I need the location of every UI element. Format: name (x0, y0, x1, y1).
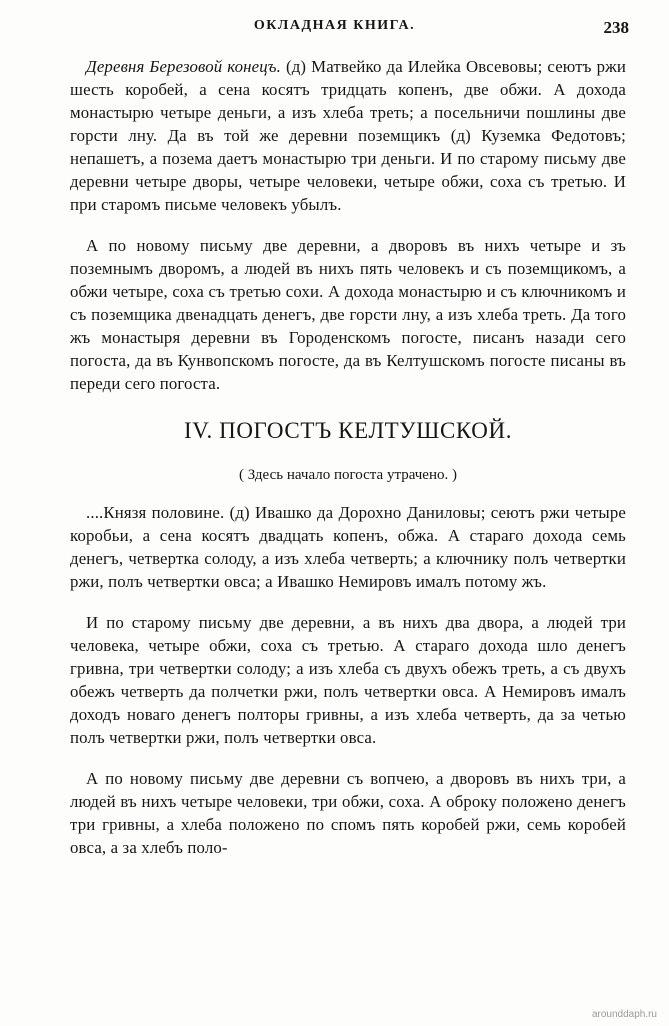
paragraph (70, 55, 626, 216)
paragraph: И по старому письму две деревни, а въ нихъ два двора, а людей три человека, четыре обжи, соха съ третью. А стараго дохода шло денегъ гривна, три четвертки солоду; а изъ хлеба съ двухъ обежъ треть, а съ двухъ обежъ четверть да полчетки ржи, полъ четвертки овса. А Немировъ ималъ доходъ новаго денегъ полторы гривны, а изъ хлеба четверть, да за четью полъ четвертки ржи, полъ четвертки овса. (70, 613, 626, 747)
paragraph: А по новому письму две деревни, а дворовъ въ нихъ четыре и зъ поземнымъ дворомъ, а людей въ нихъ пять человекъ и съ поземщикомъ, а обжи четыре, соха съ третью сохи. А дохода монастырю и съ ключникомъ и съ поземщика двенадцать денегъ, две горсти лну, а изъ хлеба треть. Да того жъ монастыря деревни въ Городенскомъ погосте, писанъ назади сего погоста, да въ Кунвопскомъ погосте, да въ Келтушскомъ погосте писаны въ переди сего погоста. (70, 236, 626, 393)
section-note: ( Здесь начало погоста утрачено. ) (239, 467, 457, 483)
paragraph: ....Князя половинe. (д) Ивашко да Дорохно Даниловы; сеютъ ржи четыре коробьи, а сена косятъ двадцать копенъ, обжа. А стараго дохода семь денегъ, четвертка солоду, а изъ хлеба четверть; а ключнику полъ четвертки ржи, полъ четвертки овса; а Ивашко Немировъ ималъ потому жъ. (70, 503, 626, 591)
paragraph-lead: Деревня Березовой конецъ. (86, 57, 281, 76)
body-text (70, 55, 626, 877)
page-number: 238 (603, 18, 629, 37)
paragraph-text: (д) Матвейко да Илейка Овсевовы; сеютъ ржи шесть коробей, а сена косятъ тридцать копенъ, две обжи. А дохода монастырю четыре деньги, а изъ хлеба треть; а посельничи пошлины две горсти лну. Да въ той же деревни поземщикъ (д) Куземка Федотовъ; непашетъ, а позема даетъ монастырю три деньги. И по старому письму две деревни четыре дворы, четыре человеки, четыре обжи, соха съ третью. И при старомъ письме человекъ убылъ. (70, 57, 626, 214)
paragraph: А по новому письму две деревни съ вопчею, а дворовъ въ нихъ три, а людей въ нихъ четыре человеки, три обжи, соха. А оброку положено денегъ три гривны, а хлеба положено по спомъ пять коробей ржи, семь коробей овса, а за хлебъ поло- (70, 769, 626, 857)
running-header (0, 18, 669, 40)
watermark: arounddaph.ru (591, 1009, 657, 1020)
running-title: ОКЛАДНАЯ КНИГА. (253, 18, 416, 33)
section-heading: IV. ПОГОСТЪ КЕЛТУШСКОЙ. (183, 418, 513, 443)
